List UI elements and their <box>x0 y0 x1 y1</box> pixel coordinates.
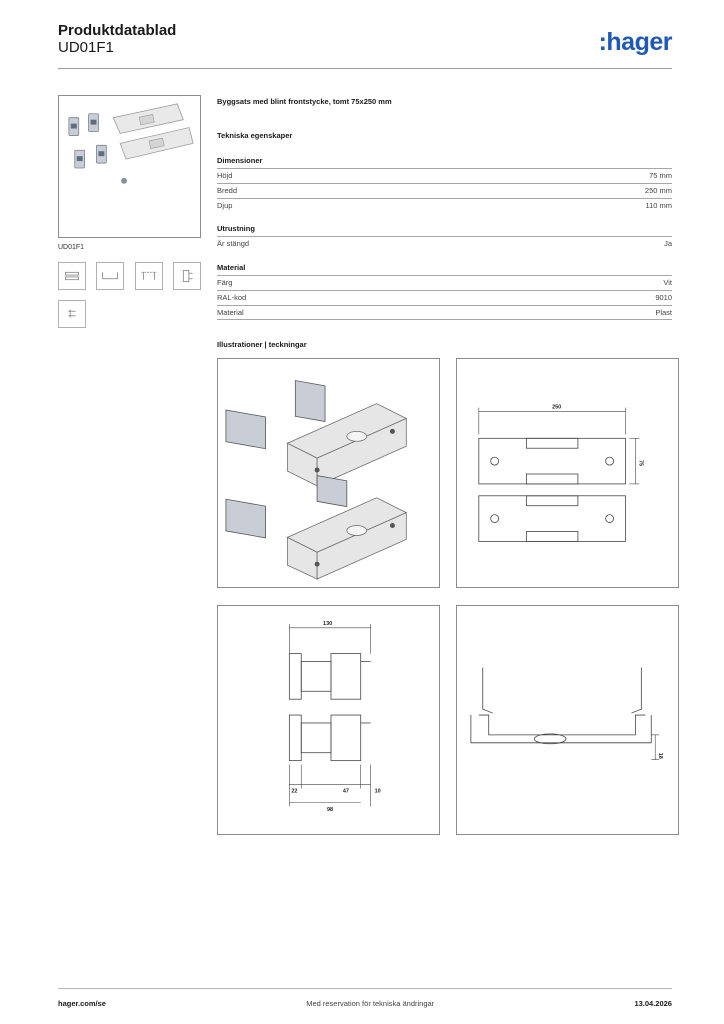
table-row: Material Plast <box>217 305 672 320</box>
product-description: Byggsats med blint frontstycke, tomt 75x250 mm <box>217 97 392 106</box>
table-row: Bredd 250 mm <box>217 183 672 198</box>
section-title-equipment: Utrustning <box>217 224 255 233</box>
drawing-top-view[interactable] <box>456 605 679 835</box>
dim-height-label: 75 <box>637 460 644 467</box>
section-title-dimensions: Dimensioner <box>217 156 263 165</box>
hager-logo: :hager <box>598 28 672 56</box>
equipment-table <box>217 236 672 251</box>
illustration-3d[interactable] <box>217 358 440 588</box>
dim-width-label: 250 <box>552 404 562 411</box>
table-row: Är stängd Ja <box>217 236 672 251</box>
thumbnail-4[interactable] <box>173 262 201 290</box>
drawing-front-view[interactable] <box>456 358 679 588</box>
product-image[interactable] <box>58 95 201 238</box>
section-title-material: Material <box>217 263 246 272</box>
dim-18-label: 18 <box>657 752 664 759</box>
image-caption: UD01F1 <box>58 244 85 251</box>
dim-98-label: 98 <box>327 807 334 814</box>
tech-properties-title: Tekniska egenskaper <box>217 131 293 140</box>
document-title: Produktdatablad <box>58 22 177 39</box>
thumbnail-1[interactable] <box>58 262 86 290</box>
dim-10-label: 10 <box>374 788 381 795</box>
table-row: Djup 110 mm <box>217 198 672 213</box>
page-footer <box>58 999 672 1008</box>
header-divider <box>58 68 672 69</box>
table-bottom-rule <box>217 319 672 320</box>
footer-disclaimer: Med reservation för tekniska ändringar <box>306 999 435 1008</box>
article-number: UD01F1 <box>58 39 114 56</box>
table-row: Färg Vit <box>217 275 672 290</box>
material-table <box>217 275 672 320</box>
thumbnail-3[interactable] <box>135 262 163 290</box>
page-header <box>58 22 672 68</box>
footer-website-link[interactable]: hager.com/se <box>58 999 106 1008</box>
illustrations-title: Illustrationer | teckningar <box>217 340 307 349</box>
table-row: Höjd 75 mm <box>217 168 672 183</box>
footer-divider <box>58 988 672 989</box>
dim-22-label: 22 <box>291 788 298 795</box>
drawing-side-view[interactable] <box>217 605 440 835</box>
dimensions-table <box>217 168 672 213</box>
table-row: RAL-kod 9010 <box>217 290 672 305</box>
thumbnail-5[interactable] <box>58 300 86 328</box>
dim-47-label: 47 <box>342 788 349 795</box>
dim-depth-label: 130 <box>323 620 333 627</box>
thumbnail-2[interactable] <box>96 262 124 290</box>
footer-date: 13.04.2026 <box>634 999 672 1008</box>
